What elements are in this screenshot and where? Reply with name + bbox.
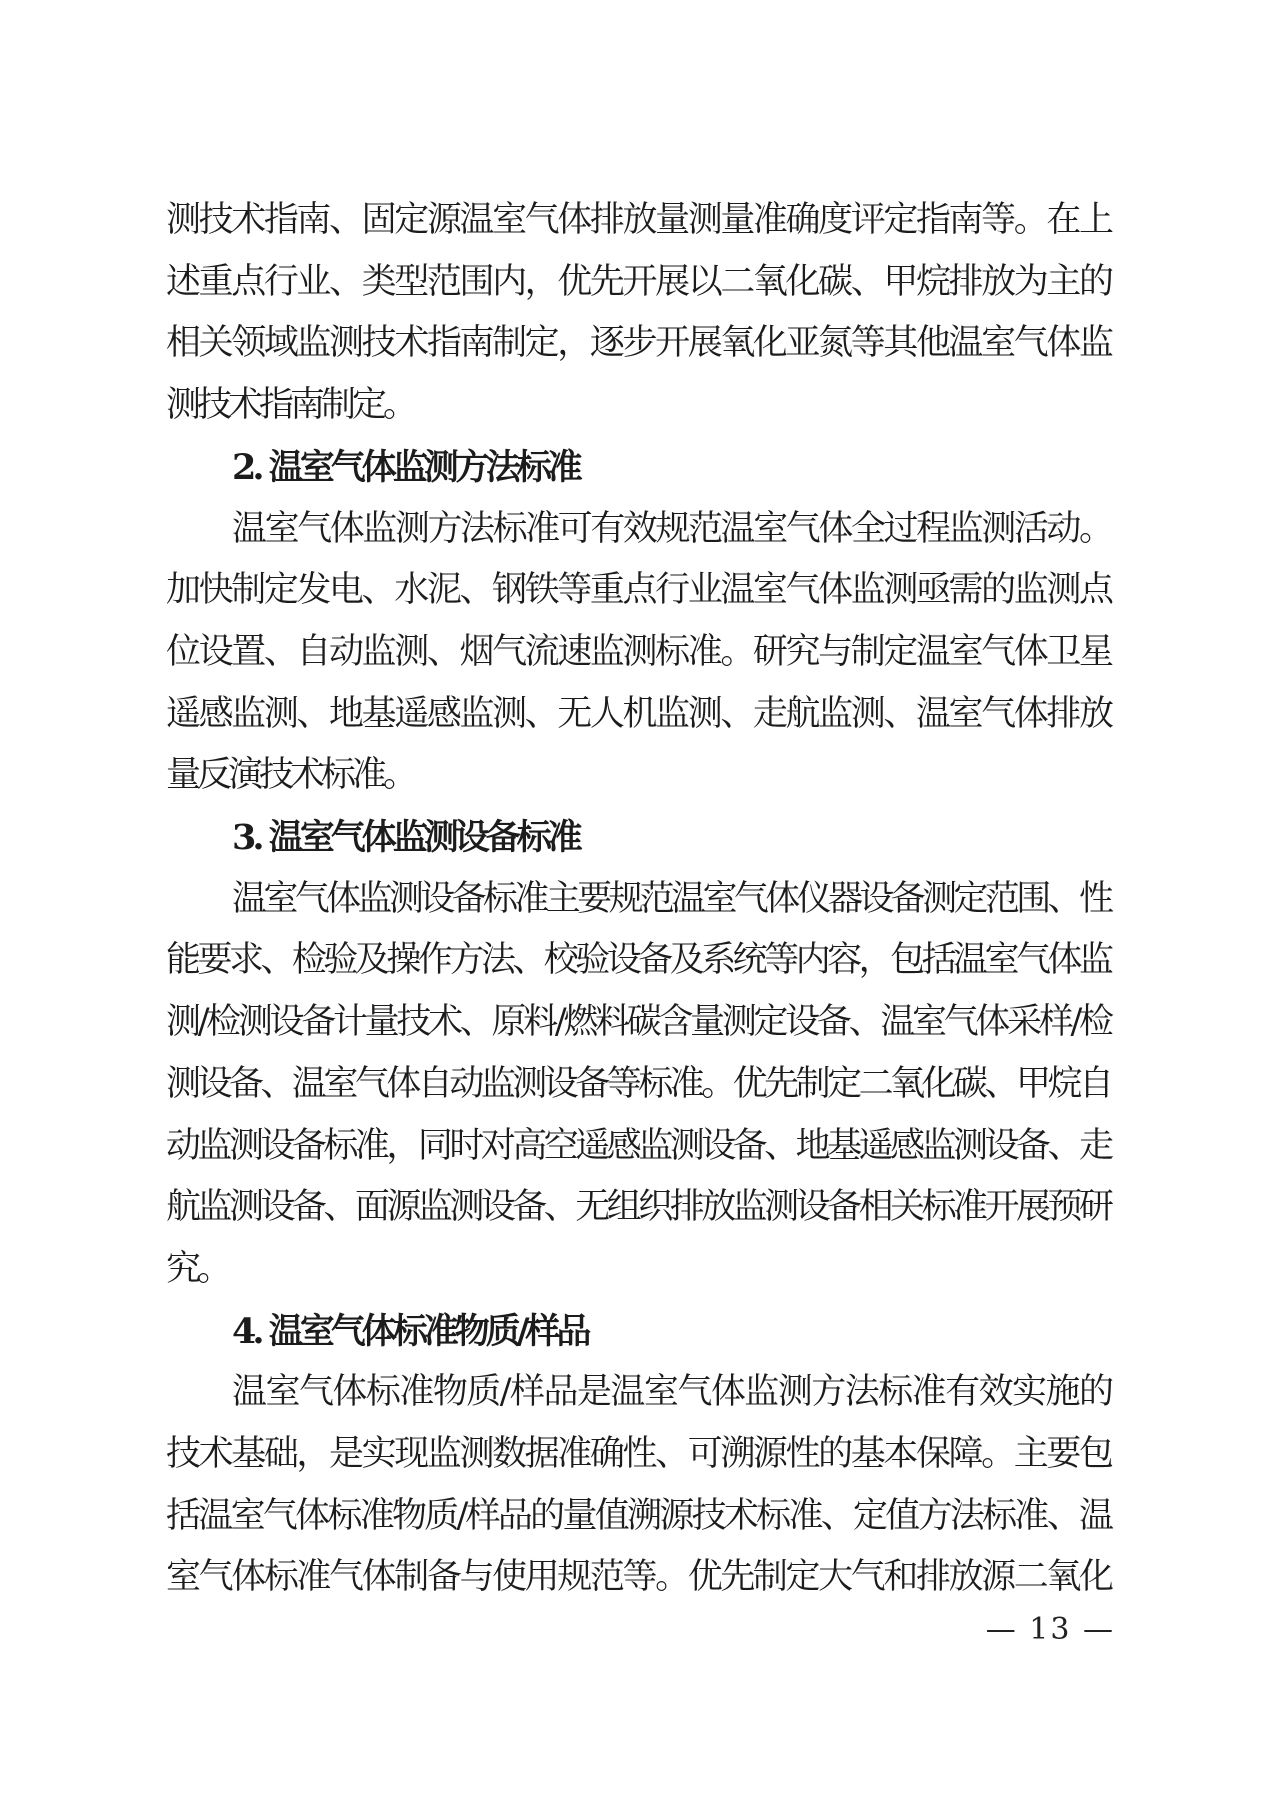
- text-line: 位设置、自动监测、烟气流速监测标准。研究与制定温室气体卫星: [166, 631, 1110, 672]
- text-line: 加快制定发电、水泥、钢铁等重点行业温室气体监测亟需的监测点: [166, 570, 1110, 611]
- section-heading: 2. 温室气体监测方法标准: [232, 446, 579, 488]
- text-line: 测设备、温室气体自动监测设备等标准。优先制定二氧化碳、甲烷自: [166, 1063, 1110, 1104]
- page-number: — 13 —: [985, 1612, 1115, 1647]
- text-line: 括温室气体标准物质/样品的量值溯源技术标准、定值方法标准、温: [166, 1495, 1110, 1536]
- text-line: 相关领域监测技术指南制定，逐步开展氧化亚氮等其他温室气体监: [166, 323, 1110, 364]
- text-line: 室气体标准气体制备与使用规范等。优先制定大气和排放源二氧化: [166, 1557, 1110, 1598]
- text-line: 温室气体监测设备标准主要规范温室气体仪器设备测定范围、性: [232, 878, 1110, 919]
- text-line: 测技术指南、固定源温室气体排放量测量准确度评定指南等。在上: [166, 200, 1110, 240]
- text-line: 遥感监测、地基遥感监测、无人机监测、走航监测、温室气体排放: [166, 693, 1110, 734]
- section-heading: 3. 温室气体监测设备标准: [232, 817, 579, 859]
- section-heading: 4. 温室气体标准物质/样品: [232, 1310, 588, 1352]
- text-line: 技术基础，是实现监测数据准确性、可溯源性的基本保障。主要包: [166, 1434, 1110, 1475]
- text-line: 量反演技术标准。: [166, 755, 415, 796]
- text-line: 能要求、检验及操作方法、校验设备及系统等内容，包括温室气体监: [166, 940, 1110, 981]
- text-line: 温室气体标准物质/样品是温室气体监测方法标准有效实施的: [232, 1372, 1110, 1413]
- text-line: 动监测设备标准，同时对高空遥感监测设备、地基遥感监测设备、走: [166, 1125, 1110, 1166]
- text-line: 温室气体监测方法标准可有效规范温室气体全过程监测活动。: [232, 508, 1110, 549]
- text-line: 航监测设备、面源监测设备、无组织排放监测设备相关标准开展预研: [166, 1187, 1110, 1228]
- page-body: [166, 190, 1110, 1609]
- text-line: 测技术指南制定。: [166, 385, 415, 426]
- text-line: 测/检测设备计量技术、原料/燃料碳含量测定设备、温室气体采样/检: [166, 1002, 1110, 1043]
- text-line: 述重点行业、类型范围内，优先开展以二氧化碳、甲烷排放为主的: [166, 261, 1110, 302]
- text-line: 究。: [166, 1248, 229, 1289]
